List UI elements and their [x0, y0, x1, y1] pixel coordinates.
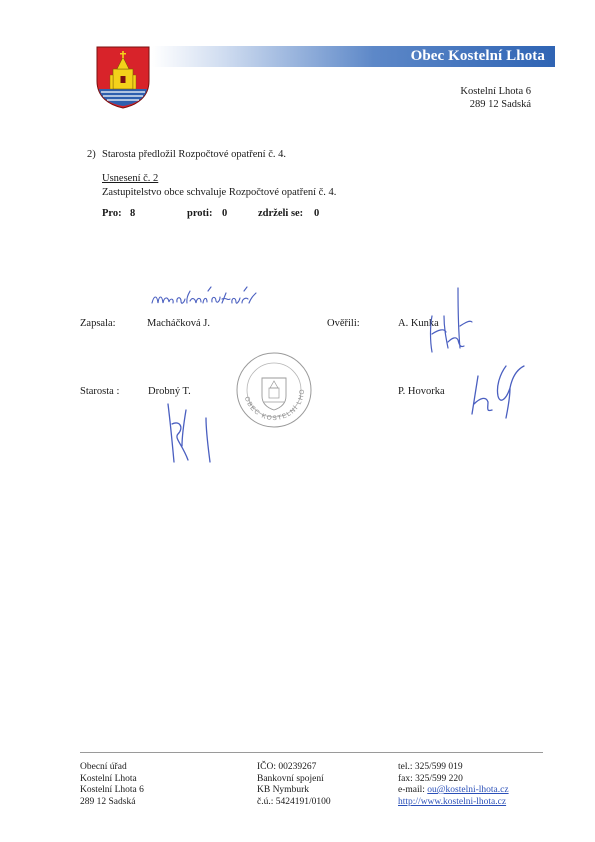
resolution-text: Zastupitelstvo obce schvaluje Rozpočtové opatření č. 4.	[102, 187, 337, 198]
header-address-line-1: Kostelní Lhota 6	[460, 86, 531, 97]
header-banner	[152, 46, 555, 67]
footer-bank-label: Bankovní spojení	[257, 773, 324, 784]
signature-drobny	[160, 400, 230, 470]
footer-office-name: Obecní úřad	[80, 762, 127, 772]
footer-tel: tel.: 325/599 019	[398, 762, 463, 772]
zapsala-name: Macháčková J.	[147, 318, 210, 329]
vote-pro-value: 8	[130, 208, 136, 219]
item-text: Starosta předložil Rozpočtové opatření č. 4.	[102, 149, 286, 160]
starosta-name: Drobný T.	[148, 386, 191, 397]
municipality-title: Obec Kostelní Lhota	[410, 48, 545, 64]
vote-proti-label: proti:	[187, 208, 213, 219]
footer-account-number: č.ú.: 5424191/0100	[257, 796, 331, 807]
zapsala-label: Zapsala:	[80, 318, 116, 329]
header-address-line-2: 289 12 Sadská	[469, 99, 531, 110]
footer-divider	[80, 752, 543, 753]
footer-bank-block	[257, 762, 331, 808]
resolution-heading: Usnesení č. 2	[102, 173, 159, 184]
footer-email-label: e-mail:	[398, 785, 428, 795]
signature-kunka	[424, 286, 474, 356]
vote-zdrzeli-label: zdrželi se:	[258, 208, 304, 219]
vote-proti-value: 0	[222, 208, 228, 219]
official-stamp	[231, 345, 314, 430]
signature-hovorka	[466, 362, 536, 422]
footer-email-link[interactable]: ou@kostelni-lhota.cz	[427, 785, 509, 795]
footer-fax: fax: 325/599 220	[398, 773, 463, 784]
handwritten-signature-zapsala	[150, 287, 260, 309]
footer-email-row	[398, 785, 509, 797]
footer-office-street: Kostelní Lhota 6	[80, 785, 144, 795]
footer-ico: IČO: 00239267	[257, 762, 317, 772]
vote-pro-label: Pro:	[102, 208, 122, 219]
overili-label: Ověřili:	[327, 318, 360, 329]
footer-office-block	[80, 762, 144, 808]
footer-contact-block	[398, 762, 509, 808]
item-number: 2)	[87, 149, 96, 160]
vote-zdrzeli-value: 0	[314, 208, 320, 219]
municipal-crest-logo	[95, 45, 151, 109]
footer-bank-name: KB Nymburk	[257, 785, 309, 795]
footer-web-link[interactable]: http://www.kostelni-lhota.cz	[398, 796, 507, 807]
overitel-2-name: P. Hovorka	[398, 386, 445, 397]
starosta-label: Starosta :	[80, 386, 120, 397]
footer-office-place: Kostelní Lhota	[80, 773, 137, 784]
overitel-1-name: A. Kunka	[398, 318, 439, 329]
svg-text:OBEC KOSTELNÍ LHOTA: OBEC KOSTELNÍ LHOTA	[231, 345, 307, 423]
footer-office-postcode: 289 12 Sadská	[80, 796, 136, 807]
